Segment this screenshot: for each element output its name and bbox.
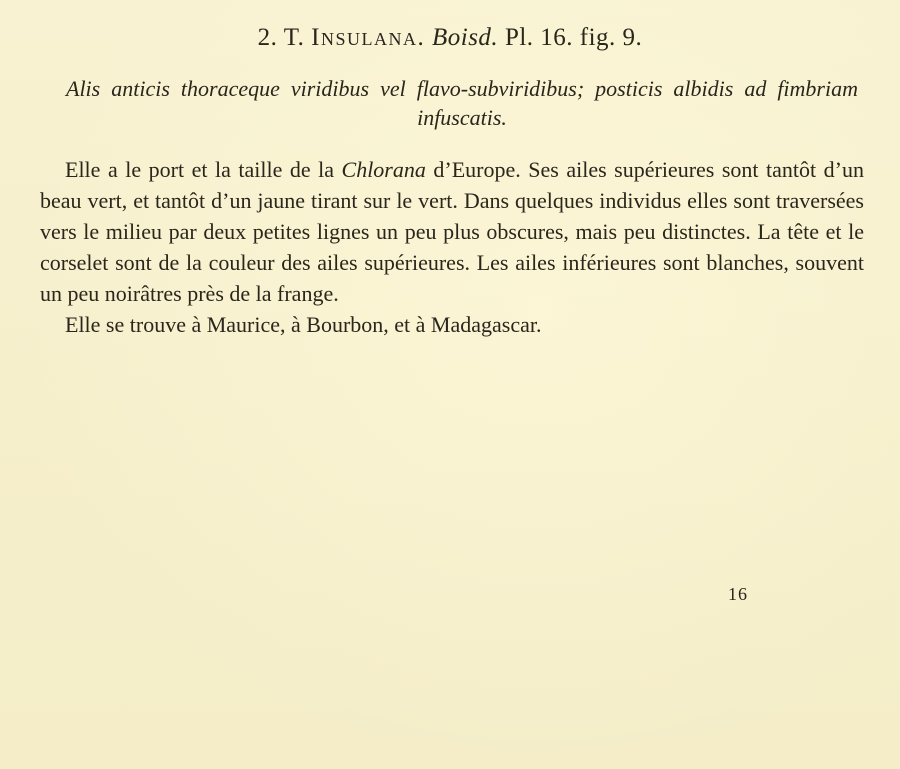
signature-mark: 16	[728, 584, 748, 604]
plate-reference: Pl. 16. fig. 9.	[504, 24, 643, 51]
author-name: Boisd.	[431, 24, 499, 51]
locality-paragraph: Elle se trouve à Maurice, à Bourbon, et à Madagascar.	[65, 312, 542, 337]
genus-abbrev: T.	[283, 24, 305, 51]
species-reference: Chlorana	[341, 157, 426, 182]
species-name: Insulana.	[311, 24, 426, 51]
paragraph-text-start: Elle a le port et la taille de la	[65, 157, 342, 182]
species-number: 2.	[257, 24, 278, 51]
latin-diagnosis: Alis anticis thoraceque viridibus vel flavo-subviridibus; posticis albidis ad fimbriam infuscatis.	[66, 76, 858, 130]
paragraph-text-end: d’Europe. Ses ailes supérieures sont tantôt d’un beau vert, et tantôt d’un jaune tirant sur le vert. Dans quelques individus elles sont traversées vers le milieu par deux petites lignes un peu plus obscures, mais peu distinctes. La tête et le corselet sont de la couleur des ailes supérieures. Les ailes inférieures sont blanches, souvent un peu noirâtres près de la frange.	[40, 157, 864, 306]
species-heading	[0, 24, 900, 52]
description-paragraph	[40, 154, 864, 309]
description-body	[40, 154, 864, 340]
